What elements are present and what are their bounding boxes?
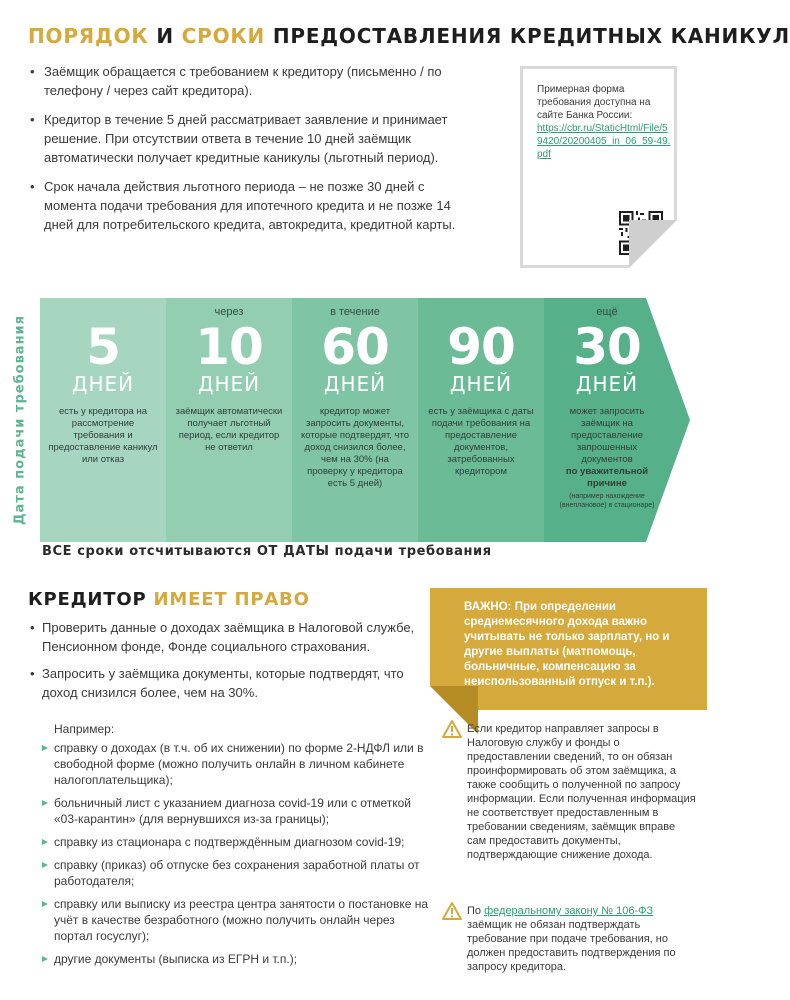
- title-accent-1: ПОРЯДОК: [28, 24, 149, 48]
- step-number: 30: [573, 318, 641, 376]
- step-footnote: (например нахождение (внеплановое) в стационаре): [559, 493, 655, 509]
- document-example: справку или выписку из реестра центра занятости о постановке на учёт в качестве безработного (можно получить онлайн через портал госуслуг);: [40, 896, 430, 944]
- intro-bullet: • Заёмщик обращается с требованием к кредитору (письменно / по телефону / через сайт кредитора).: [28, 62, 468, 100]
- rights-heading-main: КРЕДИТОР: [28, 589, 147, 610]
- step-prefix: ещё: [596, 306, 618, 318]
- step-number: 5: [86, 318, 120, 376]
- timeline-step: [292, 298, 418, 542]
- document-example: больничный лист с указанием диагноза covid-19 или с отметкой «03-карантин» (для вернувшихся из-за границы);: [40, 795, 430, 827]
- step-description-text: заёмщик автоматически получает льготный период, если кредитор не ответил: [175, 406, 283, 453]
- step-unit: ДНЕЙ: [71, 372, 135, 396]
- step-description-text: есть у заёмщика с даты подачи требования на предоставление документов, затребованных кредитором: [428, 406, 534, 477]
- document-examples-list: [40, 740, 430, 974]
- important-callout-text: ВАЖНО: При определении среднемесячного дохода важно учитывать не только зарплату, но и другие выплаты (матпомощь, больничные, компенсацию за неиспользованный отпуск и т.п.).: [464, 601, 670, 688]
- title-sep: И: [148, 24, 182, 48]
- step-description: [552, 406, 662, 510]
- step-unit: ДНЕЙ: [575, 372, 639, 396]
- rights-list: [28, 618, 428, 710]
- form-note-card: [520, 66, 677, 268]
- step-prefix: через: [214, 306, 244, 318]
- title-rest: ПРЕДОСТАВЛЕНИЯ КРЕДИТНЫХ КАНИКУЛ: [265, 24, 790, 48]
- step-description: [48, 406, 158, 466]
- step-unit: ДНЕЙ: [449, 372, 513, 396]
- step-prefix: в течение: [330, 306, 380, 318]
- intro-bullet: • Срок начала действия льготного периода – не позже 30 дней с момента подачи требования для ипотечного кредита и не позже 14 дней для потребительского кредита, автокредита, кредитной карты.: [28, 177, 468, 234]
- step-description: [426, 406, 536, 478]
- step-unit: ДНЕЙ: [323, 372, 387, 396]
- step-unit: ДНЕЙ: [197, 372, 261, 396]
- document-example: справку о доходах (в т.ч. об их снижении) по форме 2-НДФЛ или в свободной форме (можно получить онлайн в личном кабинете налогоплательщика);: [40, 740, 430, 788]
- timeline-footnote: ВСЕ сроки отсчитываются ОТ ДАТЫ подачи требования: [42, 544, 492, 559]
- timeline-axis-label: Дата подачи требования: [12, 314, 28, 526]
- step-description-text: может запросить заёмщик на предоставление запрошенных документов: [569, 406, 645, 465]
- form-note-caption: Примерная форма требования доступна на сайте Банка России:: [537, 84, 651, 121]
- rights-item: • Запросить у заёмщика документы, которые подтвердят, что доход снизился более, чем на 30%.: [28, 664, 428, 702]
- warning-icon: [442, 902, 462, 920]
- step-description-text: кредитор может запросить документы, которые подтвердят, что доход снизился более, чем на 30% (на проверку у кредитора есть 5 дней): [300, 406, 410, 489]
- step-description: [300, 406, 410, 490]
- example-label: Например:: [54, 722, 115, 736]
- page-title: [28, 24, 790, 48]
- rights-heading-accent: ИМЕЕТ ПРАВО: [146, 589, 310, 610]
- rights-item: • Проверить данные о доходах заёмщика в Налоговой службе, Пенсионном фонде, Фонде социального страхования.: [28, 618, 428, 656]
- form-link[interactable]: https://cbr.ru/StaticHtml/File/59420/20200405_in_06_59-49.pdf: [537, 123, 671, 160]
- federal-law-link[interactable]: федеральному закону № 106-ФЗ: [484, 905, 654, 917]
- title-accent-2: СРОКИ: [181, 24, 266, 48]
- note-fold-corner: [629, 220, 677, 268]
- warning-note-1: Если кредитор направляет запросы в Налоговую службу и фонды о предоставлении сведений, то он обязан проинформировать об этом заёмщика, а также сообщить о полученной по запросу информации. Если полученная информация не соответствует предоставленным в требовании сведениям, заёмщик вправе сам предоставить документы, подтверждающие снижение дохода.: [467, 723, 696, 861]
- timeline-step: [544, 298, 670, 542]
- step-number: 90: [447, 318, 515, 376]
- form-note-text: [537, 83, 673, 161]
- document-example: другие документы (выписка из ЕГРН и т.п.);: [40, 951, 430, 967]
- step-emphasis: по уважительной причине: [565, 466, 649, 489]
- warning-note-2-post: заёмщик не обязан подтверждать требование при подаче требования, но должен предоставить подтверждения по запросу кредитора.: [467, 919, 676, 973]
- timeline-step: [40, 298, 166, 542]
- document-example: справку из стационара с подтверждённым диагнозом covid-19;: [40, 834, 430, 850]
- document-example: справку (приказ) об отпуске без сохранения заработной платы от работодателя;: [40, 857, 430, 889]
- step-number: 60: [321, 318, 389, 376]
- warning-note-2: [467, 904, 697, 974]
- timeline-step: [418, 298, 544, 542]
- warning-note-2-pre: По: [467, 905, 485, 917]
- step-description-text: есть у кредитора на рассмотрение требования и предоставление каникул или отказ: [48, 406, 158, 465]
- rights-heading: [28, 589, 310, 610]
- step-description: [174, 406, 284, 454]
- intro-bullet: • Кредитор в течение 5 дней рассматривает заявление и принимает решение. При отсутствии ответа в течение 10 дней заёмщик автоматически получает кредитные каникулы (льготный период).: [28, 110, 468, 167]
- timeline-axis-label-wrap: [0, 298, 40, 542]
- warning-icon: [442, 720, 462, 738]
- timeline-step: [166, 298, 292, 542]
- intro-bullet-list: [28, 62, 468, 244]
- step-number: 10: [195, 318, 263, 376]
